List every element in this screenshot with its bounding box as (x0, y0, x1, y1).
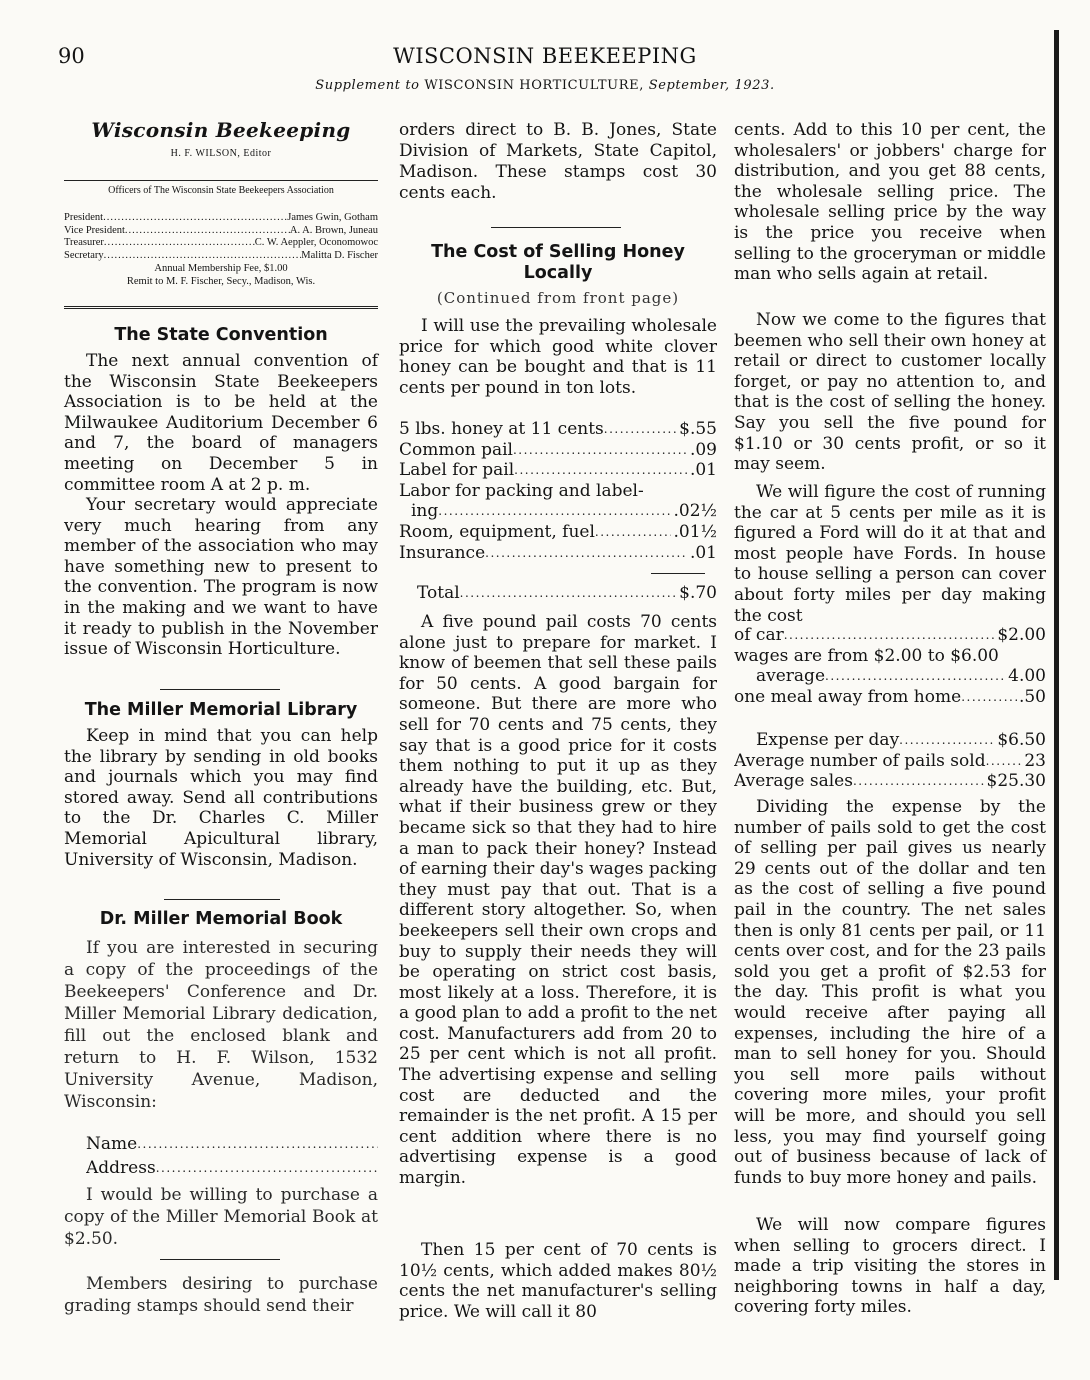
car-row (734, 687, 1046, 708)
cost-row (399, 522, 717, 543)
section-divider (491, 227, 621, 228)
section-divider (164, 899, 280, 900)
cost-label: ing (411, 501, 439, 522)
summary-table (734, 730, 1046, 792)
cost-label: Room, equipment, fuel (399, 521, 595, 542)
fifteen-percent-paragraph: Then 15 per cent of 70 cents is 10½ cents, which added makes 80½ cents the net manufacturer's selling price. We will call it 80 (399, 1240, 717, 1322)
book-form (64, 1132, 378, 1180)
officer-row (64, 250, 378, 263)
cost-value: .01 (689, 460, 717, 481)
stamps-p1: Members desiring to purchase grading stamps should send their (64, 1274, 378, 1316)
total-value: $.70 (679, 583, 717, 603)
cost-value: .02½ (673, 501, 717, 522)
officer-row (64, 225, 378, 238)
convention-p2: Your secretary would appreciate very much hearing from any member of the association who may have something new to present to the convention. The program is now in the making and we want to have it ready to publish in the November issue of Wisconsin Horticulture. (64, 495, 378, 660)
summary-value: $25.30 (986, 771, 1046, 792)
officer-name: A. A. Brown, Juneau (289, 224, 378, 236)
book-p1: If you are interested in securing a copy of the proceedings of the Beekeepers' Conference and Dr. Miller Memorial Library dedication, fill out the enclosed blank and return to H. F. Wilson, 1532 University Avenue, Madison, Wisconsin: (64, 938, 378, 1112)
convention-p1: The next annual convention of the Wisconsin State Beekeepers Association is to be held at the Milwaukee Auditorium December 6 and 7, the board of managers meeting on December 5 in committee room A at 2 p. m. (64, 351, 378, 495)
summary-row (756, 730, 1046, 751)
car-row (734, 666, 1046, 687)
book-title: Dr. Miller Memorial Book (99, 909, 343, 929)
cost-row (399, 419, 717, 440)
stamps-p1-cont: orders direct to B. B. Jones, State Division of Markets, State Capitol, Madison. These stamps cost 30 cents each. (399, 120, 717, 203)
supplement-date: September, 1923. (648, 78, 775, 93)
car-label: of car (734, 625, 784, 645)
library-p1: Keep in mind that you can help the library by sending in old books and journals which you may find stored away. Send all contributions to the Dr. Charles C. Miller Memorial Apicultural library, University of Wisconsin, Madison. (64, 726, 378, 870)
cost-label: Common pail (399, 439, 513, 460)
cost-title: The Cost of Selling Honey Locally (431, 242, 685, 283)
total-rule (651, 573, 705, 574)
total-row (399, 583, 717, 604)
cost-label: 5 lbs. honey at 11 cents (399, 419, 604, 439)
masthead-rule-top (64, 180, 378, 181)
cost-value: .01½ (673, 521, 717, 542)
cost-row (399, 460, 717, 481)
car-value: 4.00 (1008, 666, 1046, 687)
officer-role: Treasurer (64, 237, 104, 249)
fifteen-percent-cont: cents. Add to this 10 per cent, the wholesalers' or jobbers' charge for distribution, and you get 88 cents, the wholesale selling price. The wholesale selling price by the way is the price you receive when selling to the groceryman or middle man who sells again at retail. (734, 120, 1046, 285)
officer-role: Vice President (64, 224, 125, 236)
cost-value: $.55 (679, 419, 717, 439)
address-label: Address (86, 1158, 156, 1178)
cost-continued: (Continued from front page) (436, 289, 680, 307)
library-title: The Miller Memorial Library (84, 700, 358, 720)
address-field (86, 1156, 378, 1180)
officer-role: President (64, 212, 104, 223)
masthead-title: Wisconsin Beekeeping (91, 118, 351, 142)
running-title: WISCONSIN BEEKEEPING (393, 44, 697, 68)
cost-label: Labor for packing and label- (399, 480, 644, 501)
supplement-line (0, 78, 1090, 93)
cost-row (399, 501, 717, 522)
cost-label: Label for pail (399, 460, 515, 481)
car-label: one meal away from home (734, 686, 962, 707)
officers-heading: Officers of The Wisconsin State Beekeepers Association (108, 185, 334, 196)
name-field (86, 1132, 378, 1156)
supplement-prefix: Supplement to (315, 78, 420, 93)
cost-value: .01 (689, 542, 717, 563)
car-value: .50 (1018, 686, 1046, 707)
car-value: $2.00 (997, 625, 1046, 645)
book-p2: I would be willing to purchase a copy of the Miller Memorial Book at $2.50. (64, 1185, 378, 1249)
officer-name: C. W. Aeppler, Oconomowoc (254, 237, 378, 249)
car-paragraph: We will figure the cost of running the car at 5 cents per mile as it is figured a Ford will do it at that and most people have Fords. In house to house selling a person can cover about forty miles per day making the cost (734, 482, 1046, 626)
supplement-title: WISCONSIN HORTICULTURE, (424, 78, 644, 93)
summary-row (734, 751, 1046, 772)
cost-label: Insurance (399, 542, 486, 563)
total-label: Total (417, 583, 460, 603)
name-label: Name (86, 1134, 138, 1154)
cost-value: .09 (689, 439, 717, 460)
officer-role: Secretary (64, 249, 104, 261)
masthead (64, 118, 378, 159)
section-divider (160, 689, 280, 690)
officer-row (64, 212, 378, 225)
page-number: 90 (58, 44, 85, 68)
membership-fee: Annual Membership Fee, $1.00 (154, 263, 288, 275)
summary-label: Average sales (734, 771, 853, 792)
summary-row (734, 771, 1046, 792)
car-row (734, 646, 1046, 667)
section-divider (160, 1259, 280, 1260)
car-label: wages are from $2.00 to $6.00 (734, 645, 999, 666)
cost-row (399, 440, 717, 461)
masthead-editor: H. F. WILSON, Editor (170, 148, 272, 159)
now-paragraph: Now we come to the figures that beemen who sell their own honey at retail or direct to customer locally forget, or pay no attention to, and that is the cost of selling the honey. Say you sell the five pound for $1.10 or 30 cents profit, or so it may seem. (734, 310, 1046, 475)
summary-label: Average number of pails sold (734, 750, 986, 771)
cost-intro: I will use the prevailing wholesale price for which good white clover honey can be bought and that is 11 cents per pound in ton lots. (399, 316, 717, 398)
convention-title: The State Convention (114, 325, 328, 345)
summary-value: $6.50 (997, 730, 1046, 750)
cost-row (399, 481, 717, 502)
dividing-paragraph: Dividing the expense by the number of pails sold to get the cost of selling per pail gives us nearly 29 cents out of the dollar and ten as the cost of selling a five pound pail in the country. The net sales then is only 81 cents per pail, or 11 cents over cost, and for the 23 pails sold you get a profit of $2.53 for the day. This profit is what you would receive after paying all expenses, including the hire of a man to sell honey for you. Should you sell more pails without covering more miles, your profit will be more, and should you sell less, you may find yourself going out of business because of lack of funds to buy more honey and pails. (734, 797, 1046, 1188)
masthead-rule-bottom (64, 306, 378, 309)
officers-list (64, 212, 378, 288)
car-label: average (756, 666, 826, 687)
right-edge-rule (1054, 30, 1059, 1280)
car-row (734, 625, 1046, 646)
officer-name: Malitta D. Fischer (301, 249, 378, 261)
summary-label: Expense per day (756, 730, 900, 750)
cost-row (399, 543, 717, 564)
car-cost-table (734, 625, 1046, 707)
five-pound-paragraph: A five pound pail costs 70 cents alone just to prepare for market. I know of beemen that sell these pails for 50 cents. A good bargain for someone. But there are more who sell for 70 cents and 75 cents, they say that is a good price for it costs them nothing to put it up as they already have the building, etc. But, what if their business grew or they became sick so that they had to hire a man to pack their honey? Instead of earning their day's wages packing they must pay that out. That is a different story altogether. So, when beekeepers sell their own crops and buy to supply their needs they will be operating on strict cost basis, most likely at a loss. Therefore, it is a good plan to add a profit to the net cost. Manufacturers add from 20 to 25 per cent which is not all profit. The advertising expense and selling cost are deducted and the remainder is the net profit. A 15 per cent addition where there is no advertising expense is a good margin. (399, 612, 717, 1189)
cost-table (399, 419, 717, 563)
remit-line: Remit to M. F. Fischer, Secy., Madison, Wis. (126, 276, 316, 288)
officer-row (64, 237, 378, 250)
summary-value: 23 (1024, 750, 1046, 771)
compare-paragraph: We will now compare figures when selling to grocers direct. I made a trip visiting the stores in neighboring towns in half a day, covering forty miles. (734, 1215, 1046, 1318)
officer-name: James Gwin, Gotham (287, 212, 378, 223)
